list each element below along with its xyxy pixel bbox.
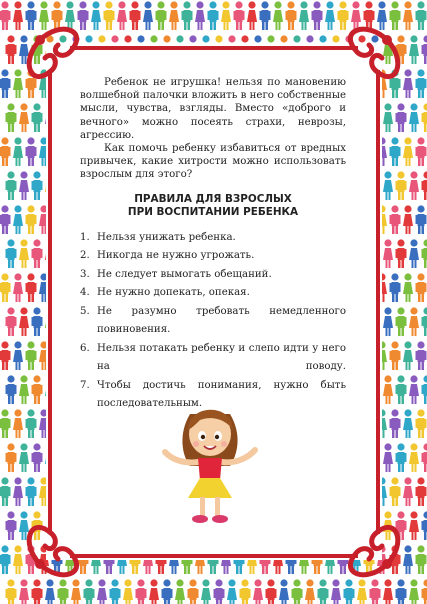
cartoon-girl-illustration [160,394,260,528]
rule-item [80,247,346,266]
rule-text: Не нужно допекать, опекая. [97,287,250,299]
rules-heading [80,193,346,219]
rule-number: 5. [80,305,90,317]
rule-number: 1. [80,231,90,243]
rule-number: 4. [80,287,90,299]
rule-item [80,340,346,377]
document-body [80,76,346,414]
rule-text: Чтобы достичь понимания, нужно быть последовательным. [97,379,346,410]
rule-item [80,303,346,340]
rule-item [80,266,346,285]
rule-text: Нельзя унижать ребенка. [97,231,236,243]
rules-heading-line-1: ПРАВИЛА ДЛЯ ВЗРОСЛЫХ [134,192,292,205]
rule-text: Нельзя потакать ребенку и слепо идти у него на поводу. [97,342,346,373]
rules-heading-line-2: ПРИ ВОСПИТАНИИ РЕБЕНКА [127,205,299,218]
intro-paragraph-2: Как помочь ребенку избавиться от вредных привычек, какие хитрости можно использовать взрослым для этого? [80,143,346,181]
intro-paragraph-1: Ребенок не игрушка! нельзя по мановению волшебной палочки вложить в него собственные мысли, чувства, взгляды. Вместо «доброго и вечного» можно посеять страхи, неврозы, агрессию. [80,77,346,141]
rule-number: 7. [80,379,90,391]
rule-text: Никогда не нужно угрожать. [97,250,255,262]
rules-list [80,229,346,414]
rule-number: 6. [80,342,90,354]
rule-text: Не следует вымогать обещаний. [97,268,272,280]
rule-item [80,284,346,303]
rule-number: 2. [80,250,90,262]
rule-text: Не разумно требовать немедленного повиновения. [97,305,346,336]
rule-item [80,229,346,248]
rule-number: 3. [80,268,90,280]
